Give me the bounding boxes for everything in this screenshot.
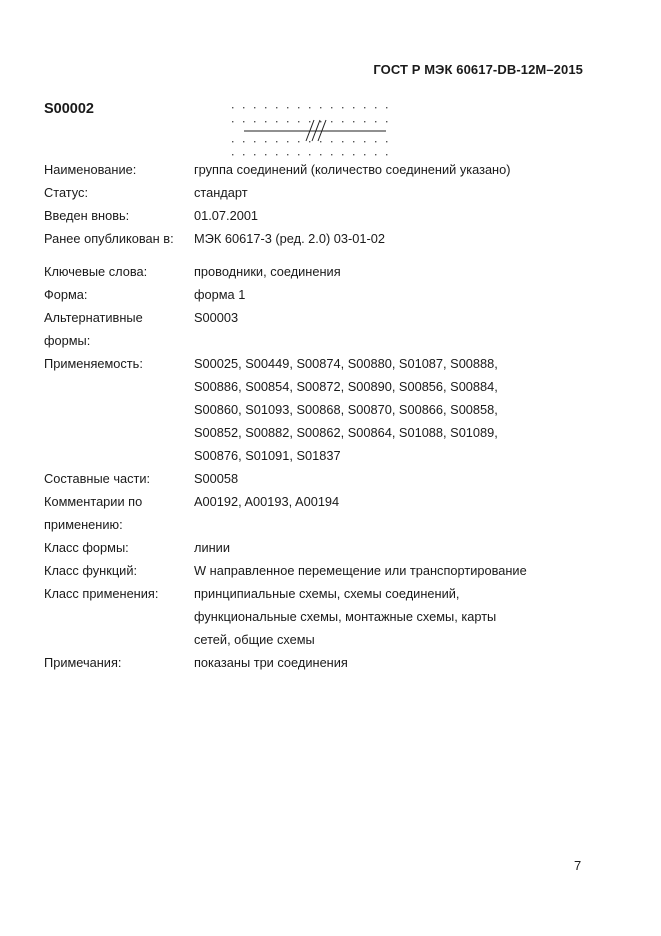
row-function-class [44,559,584,582]
value-status: стандарт [194,185,248,200]
value-introduced: 01.07.2001 [194,208,259,223]
value-notes: показаны три соединения [194,655,348,670]
value-application-comments: A00192, A00193, A00194 [194,494,340,509]
row-application-comments [44,490,584,536]
label-shape-class: Класс формы: [44,540,129,555]
row-applicability [44,352,584,467]
label-application-comments-line-1: Комментарии по [44,494,143,509]
three-connections-line-icon [226,101,398,159]
label-status: Статус: [44,185,89,200]
value-name: группа соединений (количество соединений указано) [194,162,511,177]
value-applicability-line-4: S00852, S00882, S00862, S00864, S01088, S01089, [194,425,498,440]
row-name [44,158,584,181]
label-application-comments [44,490,194,536]
row-status [44,181,584,204]
label-introduced: Введен вновь: [44,208,130,223]
symbol-id: S00002 [44,101,94,117]
value-application-class-line-2: функциональные схемы, монтажные схемы, карты [194,609,497,624]
label-application-comments-line-2: применению: [44,517,123,532]
label-function-class: Класс функций: [44,563,138,578]
value-form: форма 1 [194,287,246,302]
page-number: 7 [574,858,582,873]
row-keywords [44,260,584,283]
row-previously-published [44,227,584,250]
label-notes: Примечания: [44,655,122,670]
label-alternative-forms [44,306,194,352]
label-alternative-forms-line-1: Альтернативные [44,310,143,325]
value-alternative-forms: S00003 [194,310,239,325]
properties-table [44,158,584,674]
row-introduced [44,204,584,227]
document-code: ГОСТ Р МЭК 60617-DB-12M–2015 [373,62,583,77]
label-components: Составные части: [44,471,151,486]
value-components: S00058 [194,471,239,486]
value-applicability-line-1: S00025, S00449, S00874, S00880, S01087, S00888, [194,356,498,371]
label-application-class: Класс применения: [44,586,159,601]
row-alternative-forms [44,306,584,352]
label-name: Наименование: [44,162,137,177]
row-components [44,467,584,490]
value-keywords: проводники, соединения [194,264,341,279]
row-shape-class [44,536,584,559]
label-form: Форма: [44,287,88,302]
row-form [44,283,584,306]
label-alternative-forms-line-2: формы: [44,333,91,348]
row-application-class [44,582,584,651]
label-applicability: Применяемость: [44,356,143,371]
value-function-class: W направленное перемещение или транспортирование [194,563,527,578]
value-application-class-line-1: принципиальные схемы, схемы соединений, [194,586,460,601]
value-previously-published: МЭК 60617-3 (ред. 2.0) 03-01-02 [194,231,386,246]
label-keywords: Ключевые слова: [44,264,148,279]
value-application-class-line-3: сетей, общие схемы [194,632,315,647]
value-applicability-line-3: S00860, S01093, S00868, S00870, S00866, S00858, [194,402,498,417]
row-notes [44,651,584,674]
label-previously-published: Ранее опубликован в: [44,231,174,246]
value-shape-class: линии [194,540,230,555]
value-applicability-line-2: S00886, S00854, S00872, S00890, S00856, S00884, [194,379,498,394]
value-applicability-line-5: S00876, S01091, S01837 [194,448,341,463]
